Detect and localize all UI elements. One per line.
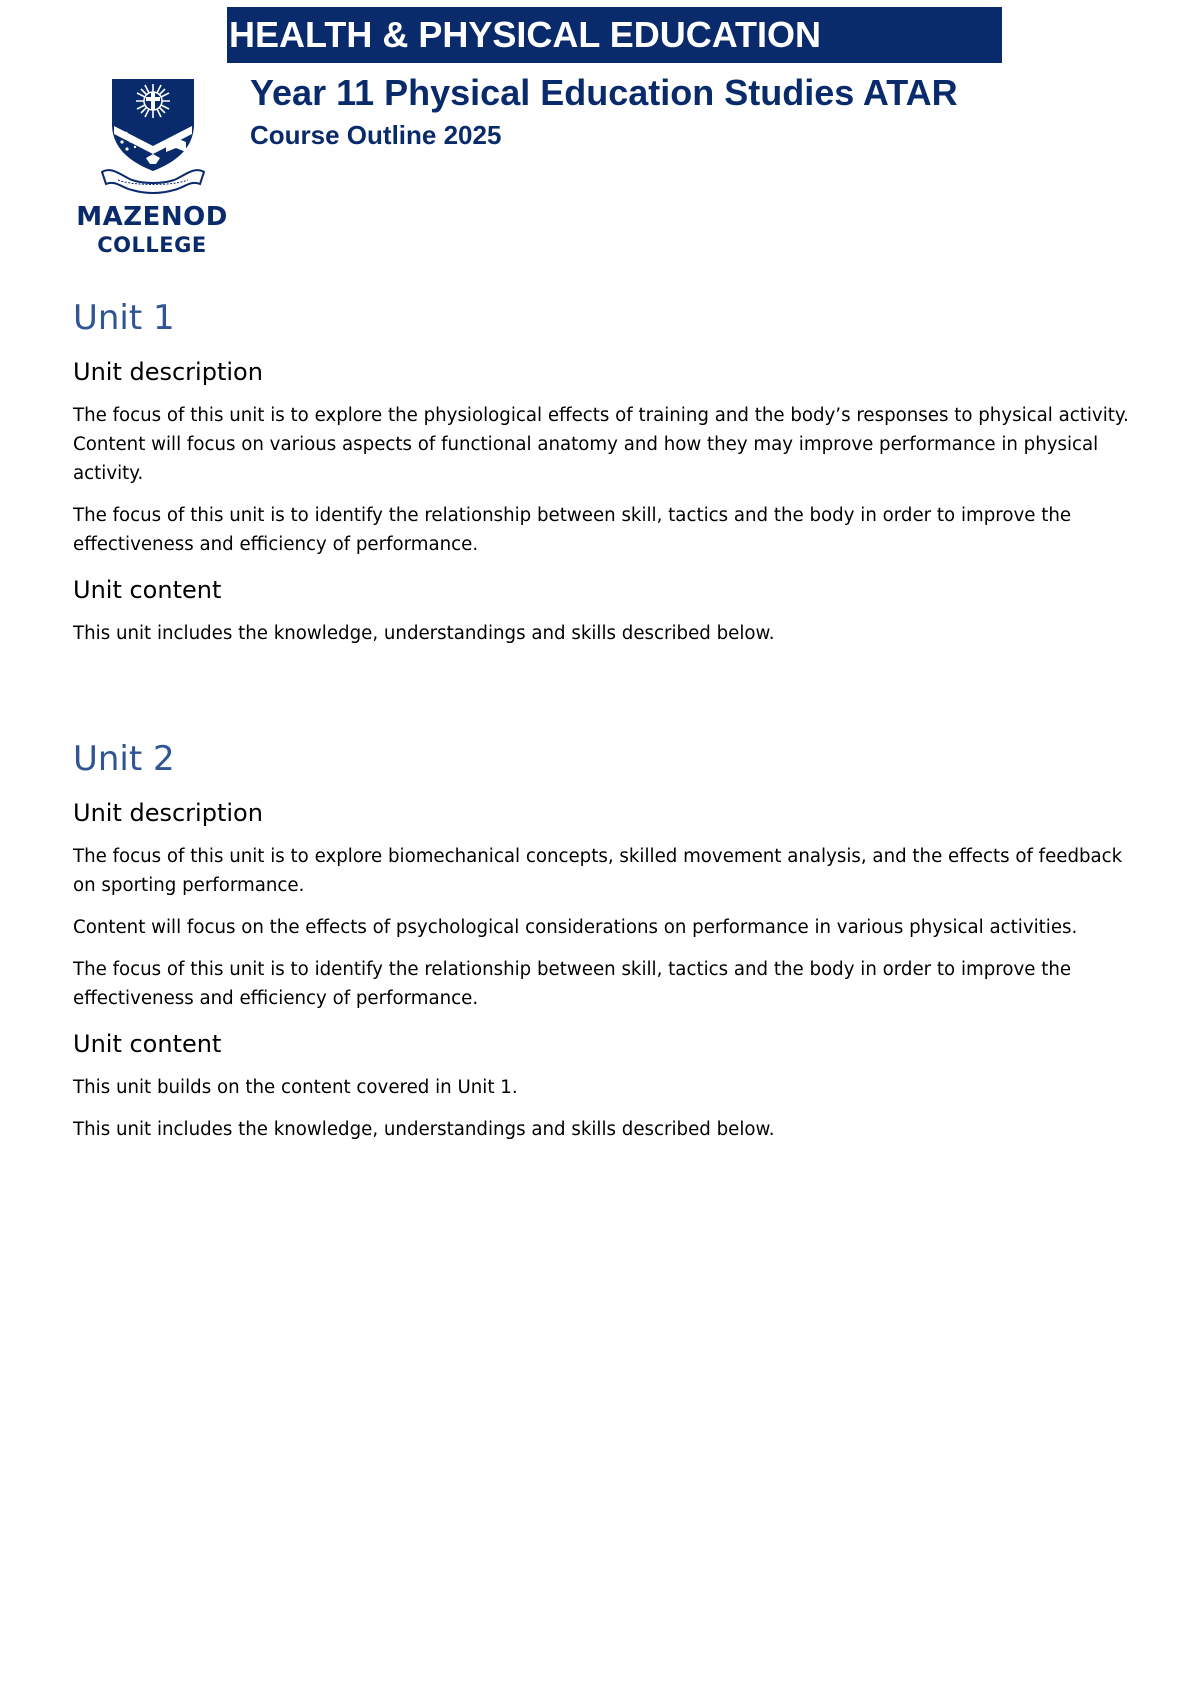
- document-body: [73, 298, 1143, 1144]
- department-banner: [227, 7, 1002, 63]
- unit-description-heading: Unit description: [73, 799, 263, 827]
- unit-description-paragraph: Content will focus on the effects of psychological considerations on performance in various physical activities.: [73, 917, 1078, 938]
- unit-description-paragraph: The focus of this unit is to explore biomechanical concepts, skilled movement analysis, and the effects of feedback on sporting performance.: [73, 846, 1123, 896]
- unit-section: [73, 739, 1143, 1144]
- unit-section: [73, 298, 1143, 648]
- course-subtitle: Course Outline 2025: [250, 120, 502, 150]
- unit-content-paragraph: This unit includes the knowledge, understandings and skills described below.: [73, 623, 775, 644]
- unit-content-heading: Unit content: [73, 1030, 222, 1058]
- unit-description-paragraph: The focus of this unit is to identify the relationship between skill, tactics and the body in order to improve the effectiveness and efficiency of performance.: [73, 505, 1072, 555]
- college-wordmark: [60, 204, 244, 256]
- course-title: Year 11 Physical Education Studies ATAR: [250, 72, 958, 113]
- unit-content-paragraph: This unit builds on the content covered in Unit 1.: [73, 1077, 518, 1098]
- unit-content-heading: Unit content: [73, 576, 222, 604]
- department-title: HEALTH & PHYSICAL EDUCATION: [229, 14, 822, 55]
- unit-description-paragraph: The focus of this unit is to identify the relationship between skill, tactics and the body in order to improve the effectiveness and efficiency of performance.: [73, 959, 1072, 1009]
- college-name-line2: COLLEGE: [97, 233, 207, 257]
- unit-description-heading: Unit description: [73, 358, 263, 386]
- unit-content-paragraph: This unit includes the knowledge, understandings and skills described below.: [73, 1119, 775, 1140]
- unit-heading: Unit 2: [73, 739, 175, 779]
- college-name-line1: MAZENOD: [76, 202, 228, 232]
- unit-heading: Unit 1: [73, 298, 175, 338]
- college-crest-icon: [98, 76, 208, 196]
- unit-description-paragraph: The focus of this unit is to explore the physiological effects of training and the body’s responses to physical activity. Content will focus on various aspects of functional anatomy and how they may improve performance in physical activity.: [73, 405, 1129, 484]
